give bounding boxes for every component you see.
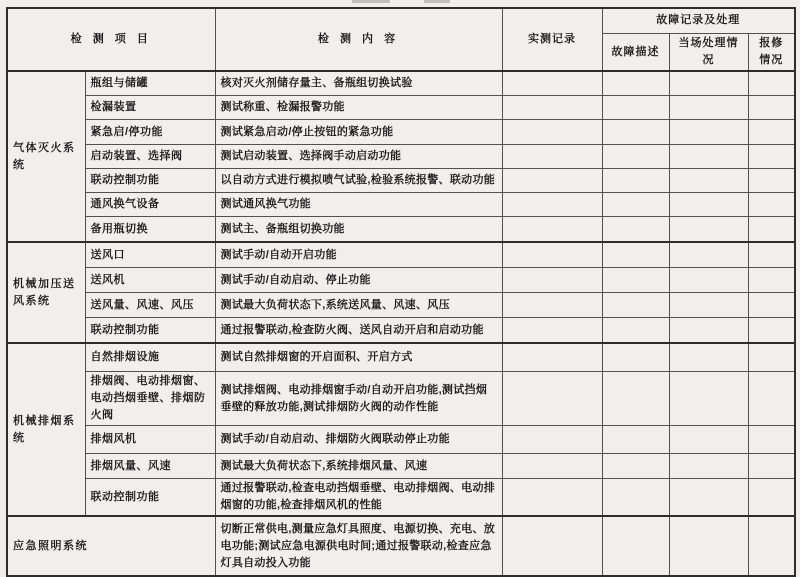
item-cell: 启动装置、选择阀 bbox=[85, 145, 215, 169]
table-row bbox=[7, 293, 795, 318]
measured-record-cell bbox=[502, 479, 602, 517]
item-cell: 排烟阀、电动排烟窗、电动挡烟垂壁、排烟防火阀 bbox=[85, 372, 215, 426]
onsite-cell bbox=[669, 242, 748, 268]
repair-cell bbox=[748, 145, 795, 169]
measured-record-cell bbox=[502, 343, 602, 372]
table-row bbox=[7, 318, 795, 344]
table-header bbox=[7, 8, 795, 71]
content-cell: 测试紧急启动/停止按钮的紧急功能 bbox=[215, 120, 502, 145]
header-repair-status: 报修情况 bbox=[748, 34, 795, 72]
content-cell: 测试最大负荷状态下,系统排烟风量、风速 bbox=[215, 454, 502, 479]
measured-record-cell bbox=[502, 145, 602, 169]
table-row bbox=[7, 516, 795, 576]
repair-cell bbox=[748, 71, 795, 96]
table-row bbox=[7, 372, 795, 426]
content-cell: 测试启动装置、选择阀手动启动功能 bbox=[215, 145, 502, 169]
repair-cell bbox=[748, 454, 795, 479]
measured-record-cell bbox=[502, 217, 602, 243]
header-measured-record: 实测记录 bbox=[502, 8, 602, 71]
system-cell-pressurized-air: 机械加压送风系统 bbox=[7, 242, 85, 343]
table-row bbox=[7, 426, 795, 454]
measured-record-cell bbox=[502, 516, 602, 576]
fault-desc-cell bbox=[602, 479, 669, 517]
content-cell: 测试主、备瓶组切换功能 bbox=[215, 217, 502, 243]
table-row bbox=[7, 193, 795, 217]
measured-record-cell bbox=[502, 293, 602, 318]
header-onsite-handling: 当场处理情况 bbox=[669, 34, 748, 72]
repair-cell bbox=[748, 242, 795, 268]
onsite-cell bbox=[669, 120, 748, 145]
repair-cell bbox=[748, 516, 795, 576]
fault-desc-cell bbox=[602, 343, 669, 372]
item-cell: 联动控制功能 bbox=[85, 169, 215, 193]
content-cell: 测试手动/自动启动、排烟防火阀联动停止功能 bbox=[215, 426, 502, 454]
table-row bbox=[7, 454, 795, 479]
header-fault-desc: 故障描述 bbox=[602, 34, 669, 72]
item-cell: 备用瓶切换 bbox=[85, 217, 215, 243]
onsite-cell bbox=[669, 71, 748, 96]
repair-cell bbox=[748, 293, 795, 318]
table-row bbox=[7, 169, 795, 193]
header-content: 检 测 内 容 bbox=[215, 8, 502, 71]
onsite-cell bbox=[669, 169, 748, 193]
measured-record-cell bbox=[502, 120, 602, 145]
fault-desc-cell bbox=[602, 242, 669, 268]
repair-cell bbox=[748, 169, 795, 193]
table-row bbox=[7, 242, 795, 268]
onsite-cell bbox=[669, 318, 748, 344]
measured-record-cell bbox=[502, 268, 602, 293]
table-row bbox=[7, 268, 795, 293]
content-cell: 测试称重、检漏报警功能 bbox=[215, 96, 502, 120]
item-cell: 送风量、风速、风压 bbox=[85, 293, 215, 318]
fault-desc-cell bbox=[602, 193, 669, 217]
repair-cell bbox=[748, 120, 795, 145]
measured-record-cell bbox=[502, 454, 602, 479]
repair-cell bbox=[748, 268, 795, 293]
onsite-cell bbox=[669, 268, 748, 293]
fault-desc-cell bbox=[602, 169, 669, 193]
fault-desc-cell bbox=[602, 293, 669, 318]
content-cell: 通过报警联动,检查电动挡烟垂壁、电动排烟阀、电动排烟窗的功能,检查排烟风机的性能 bbox=[215, 479, 502, 517]
system-cell-emergency-lighting: 应急照明系统 bbox=[7, 516, 215, 576]
fault-desc-cell bbox=[602, 372, 669, 426]
content-cell: 核对灭火剂储存量主、备瓶组切换试验 bbox=[215, 71, 502, 96]
header-fault-group: 故障记录及处理 bbox=[602, 8, 795, 34]
scan-artifact bbox=[424, 0, 450, 3]
content-cell: 测试排烟阀、电动排烟窗手动/自动开启功能,测试挡烟垂壁的释放功能,测试排烟防火阀的动作性能 bbox=[215, 372, 502, 426]
item-cell: 瓶组与储罐 bbox=[85, 71, 215, 96]
repair-cell bbox=[748, 193, 795, 217]
measured-record-cell bbox=[502, 71, 602, 96]
measured-record-cell bbox=[502, 193, 602, 217]
header-project: 检 测 项 目 bbox=[7, 8, 215, 71]
onsite-cell bbox=[669, 343, 748, 372]
measured-record-cell bbox=[502, 169, 602, 193]
fault-desc-cell bbox=[602, 217, 669, 243]
table-row bbox=[7, 217, 795, 243]
content-cell: 测试通风换气功能 bbox=[215, 193, 502, 217]
content-cell: 测试手动/自动启动、停止功能 bbox=[215, 268, 502, 293]
onsite-cell bbox=[669, 217, 748, 243]
content-cell: 测试最大负荷状态下,系统送风量、风速、风压 bbox=[215, 293, 502, 318]
measured-record-cell bbox=[502, 426, 602, 454]
item-cell: 送风口 bbox=[85, 242, 215, 268]
table-row bbox=[7, 343, 795, 372]
onsite-cell bbox=[669, 454, 748, 479]
table-row bbox=[7, 71, 795, 96]
onsite-cell bbox=[669, 193, 748, 217]
onsite-cell bbox=[669, 426, 748, 454]
table-row bbox=[7, 96, 795, 120]
onsite-cell bbox=[669, 293, 748, 318]
table-row bbox=[7, 479, 795, 517]
measured-record-cell bbox=[502, 242, 602, 268]
fault-desc-cell bbox=[602, 426, 669, 454]
fault-desc-cell bbox=[602, 454, 669, 479]
fault-desc-cell bbox=[602, 96, 669, 120]
onsite-cell bbox=[669, 145, 748, 169]
scan-artifact bbox=[352, 0, 390, 3]
repair-cell bbox=[748, 372, 795, 426]
onsite-cell bbox=[669, 479, 748, 517]
item-cell: 通风换气设备 bbox=[85, 193, 215, 217]
onsite-cell bbox=[669, 96, 748, 120]
repair-cell bbox=[748, 479, 795, 517]
item-cell: 送风机 bbox=[85, 268, 215, 293]
fault-desc-cell bbox=[602, 268, 669, 293]
content-cell: 通过报警联动,检查防火阀、送风自动开启和启动功能 bbox=[215, 318, 502, 344]
repair-cell bbox=[748, 96, 795, 120]
onsite-cell bbox=[669, 372, 748, 426]
item-cell: 排烟风量、风速 bbox=[85, 454, 215, 479]
repair-cell bbox=[748, 318, 795, 344]
table-row bbox=[7, 145, 795, 169]
item-cell: 紧急启/停功能 bbox=[85, 120, 215, 145]
table-body bbox=[7, 71, 795, 576]
fault-desc-cell bbox=[602, 71, 669, 96]
item-cell: 自然排烟设施 bbox=[85, 343, 215, 372]
item-cell: 联动控制功能 bbox=[85, 318, 215, 344]
measured-record-cell bbox=[502, 318, 602, 344]
measured-record-cell bbox=[502, 372, 602, 426]
table-row bbox=[7, 120, 795, 145]
inspection-table bbox=[6, 7, 796, 577]
fault-desc-cell bbox=[602, 318, 669, 344]
system-cell-gas: 气体灭火系统 bbox=[7, 71, 85, 242]
item-cell: 联动控制功能 bbox=[85, 479, 215, 517]
fault-desc-cell bbox=[602, 516, 669, 576]
item-cell: 排烟风机 bbox=[85, 426, 215, 454]
repair-cell bbox=[748, 343, 795, 372]
system-cell-smoke-exhaust: 机械排烟系统 bbox=[7, 343, 85, 516]
repair-cell bbox=[748, 426, 795, 454]
item-cell: 检漏装置 bbox=[85, 96, 215, 120]
document-page bbox=[6, 7, 794, 577]
measured-record-cell bbox=[502, 96, 602, 120]
content-cell: 测试自然排烟窗的开启面积、开启方式 bbox=[215, 343, 502, 372]
fault-desc-cell bbox=[602, 145, 669, 169]
repair-cell bbox=[748, 217, 795, 243]
content-cell: 以自动方式进行模拟喷气试验,检验系统报警、联动功能 bbox=[215, 169, 502, 193]
content-cell: 测试手动/自动开启功能 bbox=[215, 242, 502, 268]
fault-desc-cell bbox=[602, 120, 669, 145]
content-cell: 切断正常供电,测量应急灯具照度、电源切换、充电、放电功能;测试应急电源供电时间;通过报警联动,检查应急灯具自动投入功能 bbox=[215, 516, 502, 576]
onsite-cell bbox=[669, 516, 748, 576]
